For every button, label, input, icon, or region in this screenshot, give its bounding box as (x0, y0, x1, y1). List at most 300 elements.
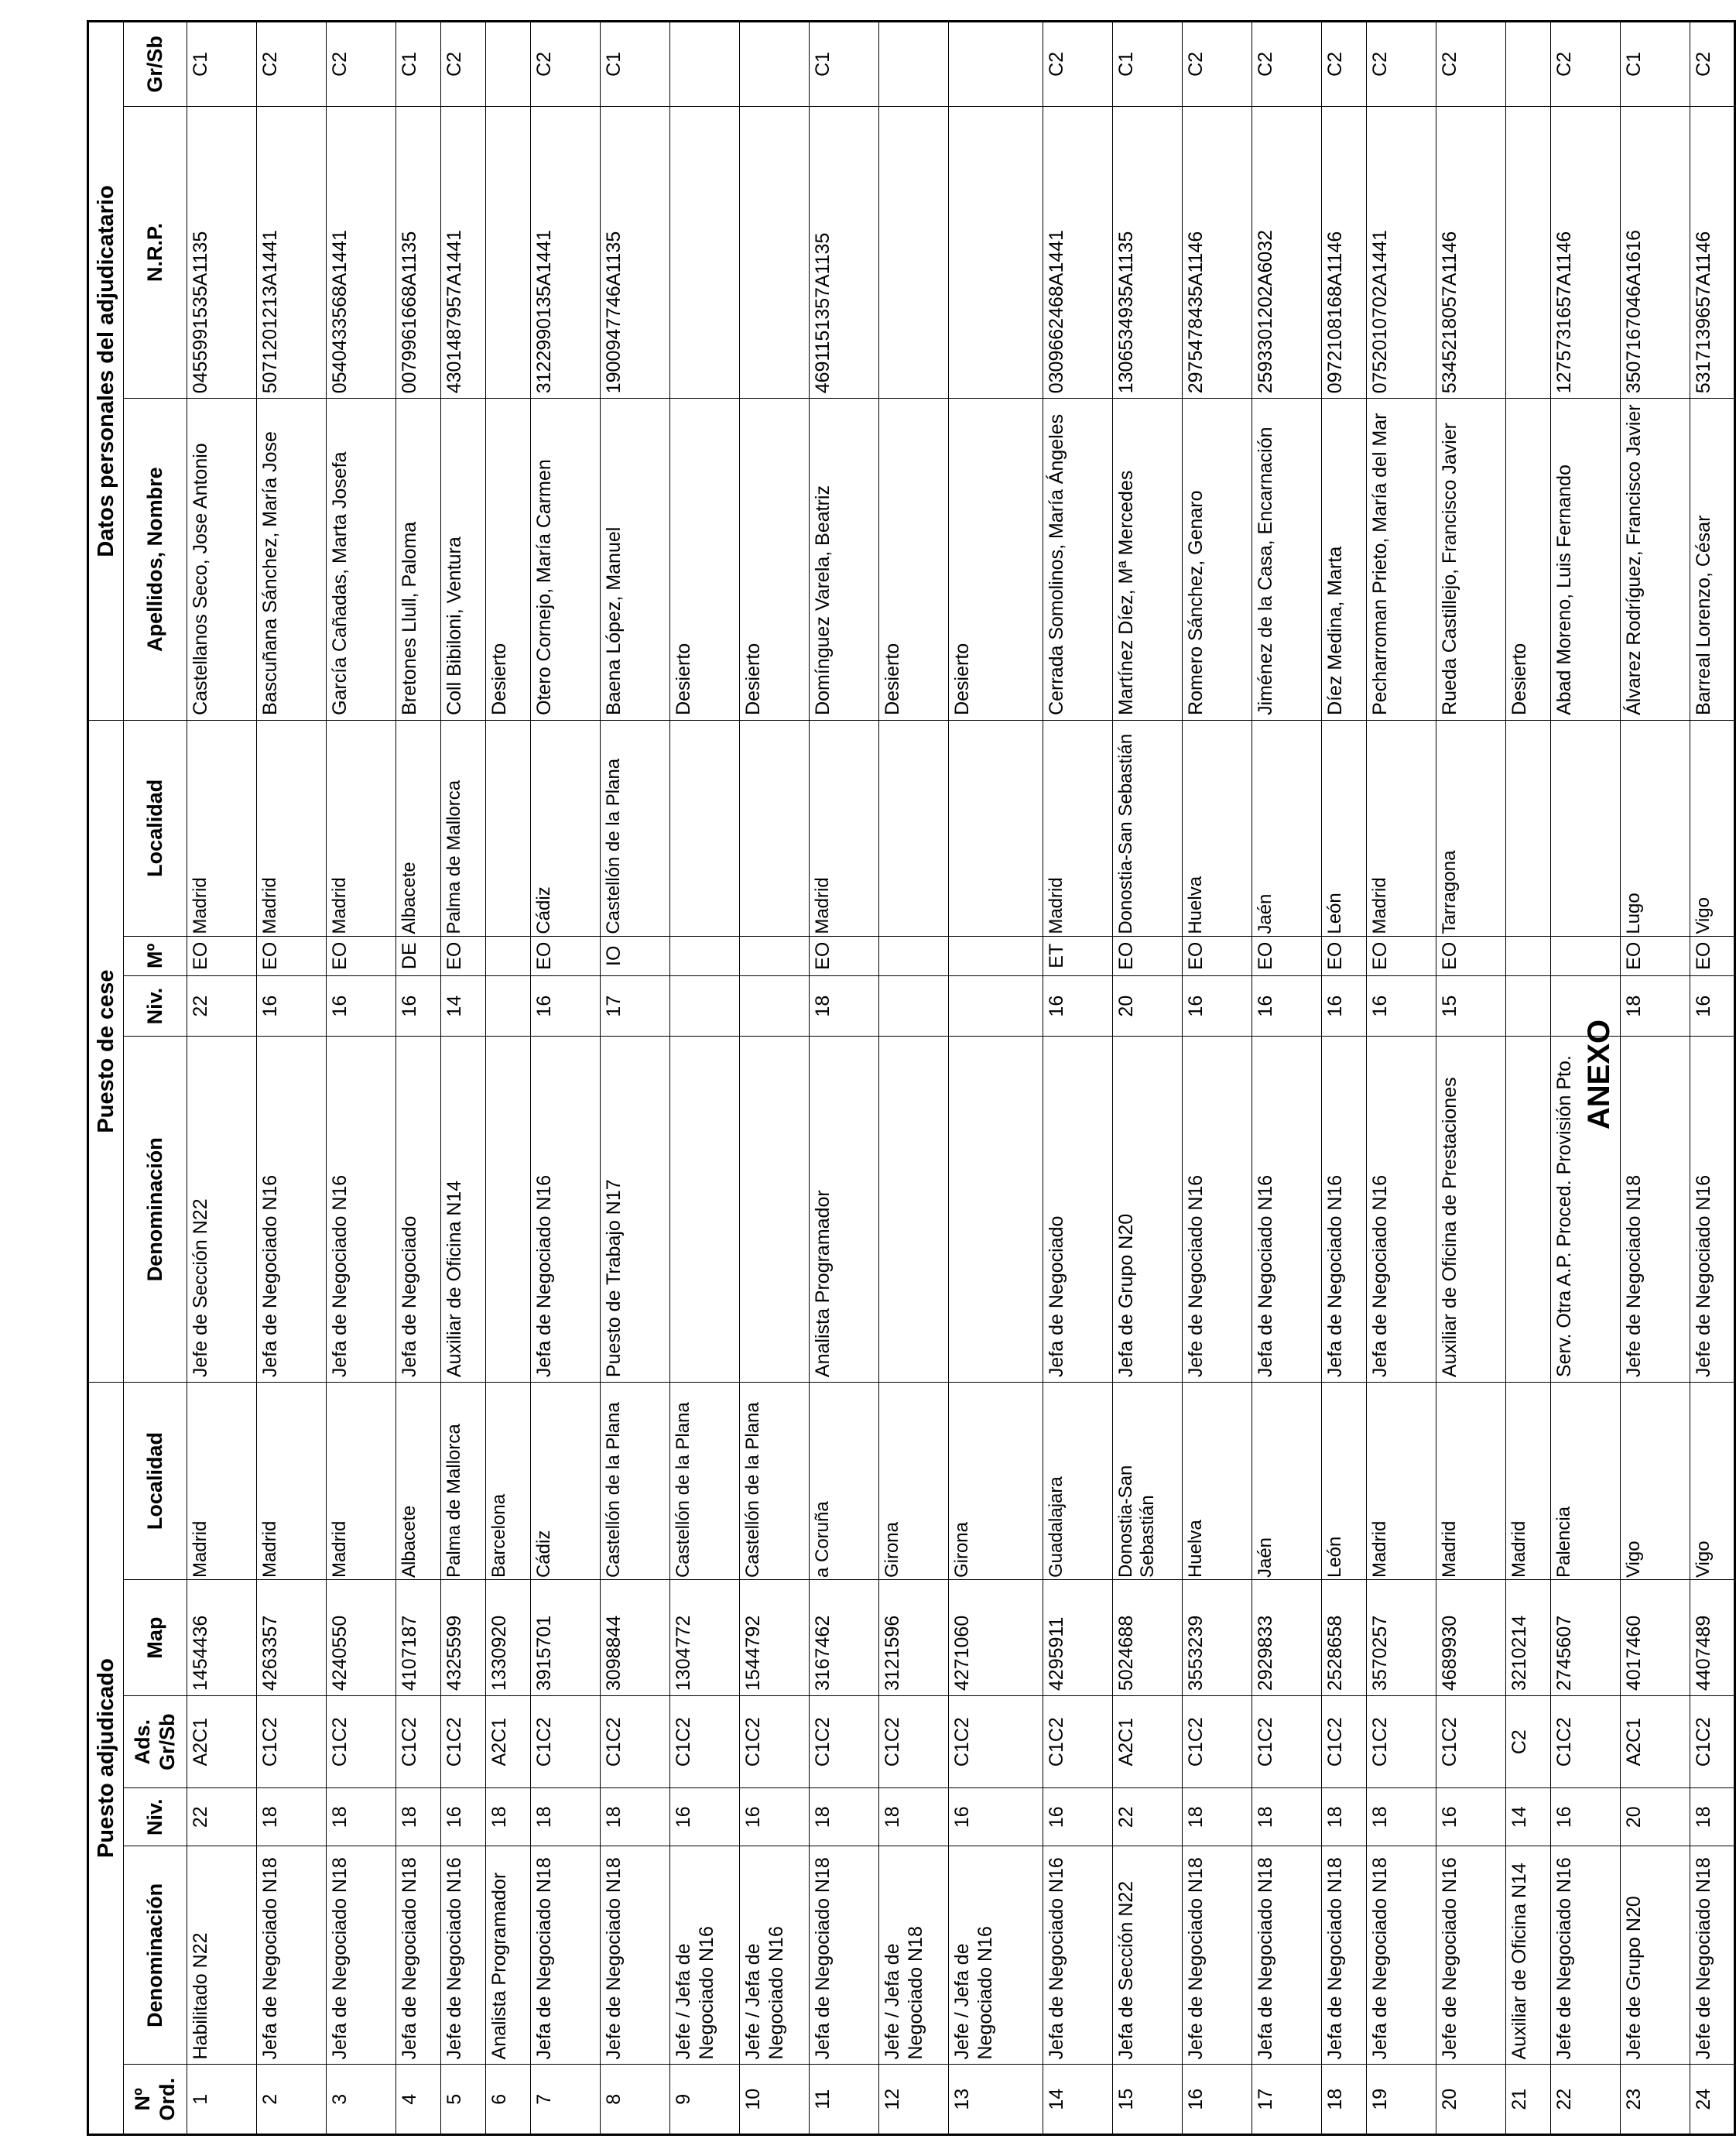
cell-map: 5024688 (1113, 1580, 1183, 1696)
cell-cese-denominacion: Auxiliar de Oficina de Prestaciones (1436, 1037, 1506, 1383)
cell-orden: 23 (1621, 2065, 1690, 2135)
cell-grsb: C2 (1183, 22, 1252, 107)
cell-cese-denominacion: Jefe de Negociado N16 (1183, 1037, 1252, 1383)
cell-cese-m: EO (257, 936, 327, 975)
table-row (327, 22, 396, 2135)
cell-niv: 16 (1043, 1788, 1113, 1846)
cell-cese-denominacion: Jefa de Grupo N20 (1113, 1037, 1183, 1383)
cell-denominacion: Jefe / Jefa de Negociado N16 (670, 1846, 740, 2065)
cell-cese-localidad: Madrid (1043, 720, 1113, 936)
cell-cese-niv (740, 975, 810, 1037)
cell-grsb: C1 (396, 22, 441, 107)
cell-denominacion: Jefe de Negociado N16 (1436, 1846, 1506, 2065)
cell-denominacion: Auxiliar de Oficina N14 (1506, 1846, 1551, 2065)
table-row (1183, 22, 1252, 2135)
cell-niv: 18 (396, 1788, 441, 1846)
cell-nrp: 0455991535A1135 (187, 106, 257, 399)
cell-ads: A2C1 (187, 1696, 257, 1788)
cell-apellidos-nombre: Barreal Lorenzo, César (1690, 399, 1735, 721)
cell-cese-m: EO (1183, 936, 1252, 975)
cell-ads: C1C2 (257, 1696, 327, 1788)
cell-orden: 8 (601, 2065, 670, 2135)
col-cese-niv: Niv. (124, 975, 187, 1037)
cell-denominacion: Jefa de Negociado N18 (1252, 1846, 1322, 2065)
cell-ads: C1C2 (949, 1696, 1043, 1788)
col-grsb: Gr/Sb (124, 22, 187, 107)
cell-niv: 18 (601, 1788, 670, 1846)
cell-cese-m: EO (1322, 936, 1367, 975)
cell-nrp: 5071201213A1441 (257, 106, 327, 399)
cell-grsb: C1 (187, 22, 257, 107)
cell-nrp: 1275731657A1146 (1551, 106, 1621, 399)
cell-niv: 16 (949, 1788, 1043, 1846)
cell-cese-niv: 15 (1436, 975, 1506, 1037)
cell-cese-m: EO (1690, 936, 1735, 975)
cell-cese-niv: 14 (441, 975, 486, 1037)
cell-cese-niv: 16 (1367, 975, 1436, 1037)
table-row (1367, 22, 1436, 2135)
anexo-table (87, 20, 1736, 2136)
cell-orden: 13 (949, 2065, 1043, 2135)
cell-niv: 18 (257, 1788, 327, 1846)
cell-ads: A2C1 (1621, 1696, 1690, 1788)
group-datos-personales: Datos personales del adjudicatario (88, 22, 124, 721)
cell-orden: 14 (1043, 2065, 1113, 2135)
cell-ads: C1C2 (1367, 1696, 1436, 1788)
col-cese-m: Mº (124, 936, 187, 975)
cell-cese-localidad (879, 720, 949, 936)
cell-grsb: C2 (1436, 22, 1506, 107)
cell-denominacion: Jefe / Jefa de Negociado N16 (949, 1846, 1043, 2065)
cell-map: 2745607 (1551, 1580, 1621, 1696)
cell-localidad: Girona (949, 1383, 1043, 1580)
cell-grsb: C2 (1690, 22, 1735, 107)
cell-orden: 2 (257, 2065, 327, 2135)
cell-denominacion: Jefa de Negociado N18 (1367, 1846, 1436, 2065)
cell-cese-denominacion: Analista Programador (810, 1037, 879, 1383)
cell-cese-m: EO (1436, 936, 1506, 975)
cell-cese-m (949, 936, 1043, 975)
cell-grsb: C1 (601, 22, 670, 107)
cell-denominacion: Jefa de Negociado N18 (327, 1846, 396, 2065)
cell-denominacion: Analista Programador (486, 1846, 531, 2065)
cell-orden: 15 (1113, 2065, 1183, 2135)
cell-map: 3915701 (531, 1580, 601, 1696)
cell-cese-niv: 16 (257, 975, 327, 1037)
cell-ads: C1C2 (1183, 1696, 1252, 1788)
cell-cese-localidad (1506, 720, 1551, 936)
cell-orden: 11 (810, 2065, 879, 2135)
cell-cese-localidad (670, 720, 740, 936)
cell-orden: 7 (531, 2065, 601, 2135)
cell-cese-localidad: Vigo (1690, 720, 1735, 936)
cell-localidad: Madrid (257, 1383, 327, 1580)
cell-cese-localidad (486, 720, 531, 936)
cell-map: 3121596 (879, 1580, 949, 1696)
cell-denominacion: Jefe de Negociado N16 (441, 1846, 486, 2065)
cell-cese-denominacion: Puesto de Trabajo N17 (601, 1037, 670, 1383)
cell-localidad: Castellón de la Plana (670, 1383, 740, 1580)
cell-cese-denominacion: Jefa de Negociado N16 (257, 1037, 327, 1383)
cell-apellidos-nombre: Cerrada Somolinos, María Ángeles (1043, 399, 1113, 721)
cell-cese-niv: 16 (1690, 975, 1735, 1037)
cell-cese-denominacion: Jefa de Negociado (396, 1037, 441, 1383)
table-row (531, 22, 601, 2135)
cell-grsb (670, 22, 740, 107)
cell-denominacion: Jefa de Sección N22 (1113, 1846, 1183, 2065)
cell-cese-niv (949, 975, 1043, 1037)
cell-localidad: Donostia-San Sebastián (1113, 1383, 1183, 1580)
cell-cese-denominacion: Serv. Otra A.P. Proced. Provisión Pto. (1551, 1037, 1621, 1383)
header-group-row (88, 22, 124, 2135)
cell-map: 1304772 (670, 1580, 740, 1696)
cell-orden: 22 (1551, 2065, 1621, 2135)
table-row (486, 22, 531, 2135)
col-denominacion: Denominación (124, 1846, 187, 2065)
cell-apellidos-nombre: Castellanos Seco, Jose Antonio (187, 399, 257, 721)
cell-map: 1544792 (740, 1580, 810, 1696)
cell-apellidos-nombre: Jiménez de la Casa, Encarnación (1252, 399, 1322, 721)
table-row (257, 22, 327, 2135)
cell-ads: C1C2 (1690, 1696, 1735, 1788)
cell-ads: C1C2 (1551, 1696, 1621, 1788)
cell-denominacion: Jefa de Negociado N18 (257, 1846, 327, 2065)
cell-ads: C1C2 (1252, 1696, 1322, 1788)
cell-cese-niv: 16 (531, 975, 601, 1037)
table-row (1113, 22, 1183, 2135)
cell-cese-denominacion: Jefe de Sección N22 (187, 1037, 257, 1383)
cell-cese-denominacion: Jefa de Negociado (1043, 1037, 1113, 1383)
cell-apellidos-nombre: Desierto (740, 399, 810, 721)
col-ads-label: Ads. Gr/Sb (130, 1713, 179, 1770)
cell-cese-m (1506, 936, 1551, 975)
table-row (1506, 22, 1551, 2135)
table-row (187, 22, 257, 2135)
cell-orden: 18 (1322, 2065, 1367, 2135)
cell-cese-m (879, 936, 949, 975)
cell-nrp: 0972108168A1146 (1322, 106, 1367, 399)
cell-cese-niv: 16 (1252, 975, 1322, 1037)
col-map: Map (124, 1580, 187, 1696)
cell-orden: 9 (670, 2065, 740, 2135)
cell-orden: 20 (1436, 2065, 1506, 2135)
col-ads (124, 1696, 187, 1788)
cell-cese-m: EO (1113, 936, 1183, 975)
cell-cese-niv: 16 (1043, 975, 1113, 1037)
cell-cese-m (670, 936, 740, 975)
cell-localidad: Castellón de la Plana (740, 1383, 810, 1580)
cell-niv: 22 (187, 1788, 257, 1846)
cell-nrp: 4301487957A1441 (441, 106, 486, 399)
cell-cese-denominacion: Jefa de Negociado N16 (1322, 1037, 1367, 1383)
cell-nrp: 3122990135A1441 (531, 106, 601, 399)
cell-niv: 18 (327, 1788, 396, 1846)
cell-ads: C1C2 (441, 1696, 486, 1788)
cell-cese-niv: 17 (601, 975, 670, 1037)
cell-ads: C1C2 (327, 1696, 396, 1788)
cell-cese-denominacion: Auxiliar de Oficina N14 (441, 1037, 486, 1383)
col-cese-denominacion: Denominación (124, 1037, 187, 1383)
cell-niv: 16 (670, 1788, 740, 1846)
cell-cese-localidad (1551, 720, 1621, 936)
cell-nrp: 1900947746A1135 (601, 106, 670, 399)
cell-niv: 14 (1506, 1788, 1551, 1846)
cell-cese-localidad: Huelva (1183, 720, 1252, 936)
cell-ads: C1C2 (531, 1696, 601, 1788)
cell-orden: 17 (1252, 2065, 1322, 2135)
col-niv: Niv. (124, 1788, 187, 1846)
cell-localidad: Albacete (396, 1383, 441, 1580)
cell-localidad: Vigo (1690, 1383, 1735, 1580)
cell-apellidos-nombre: Martínez Díez, Mª Mercedes (1113, 399, 1183, 721)
cell-cese-localidad: Albacete (396, 720, 441, 936)
cell-cese-m: EO (441, 936, 486, 975)
cell-apellidos-nombre: Álvarez Rodríguez, Francisco Javier (1621, 399, 1690, 721)
cell-orden: 1 (187, 2065, 257, 2135)
cell-apellidos-nombre: Desierto (486, 399, 531, 721)
page-title: ANEXO (1582, 1019, 1616, 1130)
cell-nrp: 3507167046A1616 (1621, 106, 1690, 399)
cell-denominacion: Jefe de Negociado N18 (1183, 1846, 1252, 2065)
cell-denominacion: Jefe de Grupo N20 (1621, 1846, 1690, 2065)
cell-ads: A2C1 (1113, 1696, 1183, 1788)
cell-map: 1454436 (187, 1580, 257, 1696)
cell-localidad: Madrid (187, 1383, 257, 1580)
table-row (879, 22, 949, 2135)
cell-ads: A2C1 (486, 1696, 531, 1788)
cell-grsb: C1 (1113, 22, 1183, 107)
cell-cese-localidad: Madrid (810, 720, 879, 936)
cell-niv: 18 (1690, 1788, 1735, 1846)
cell-apellidos-nombre: Desierto (879, 399, 949, 721)
cell-cese-localidad: León (1322, 720, 1367, 936)
table-row (1551, 22, 1621, 2135)
table-row (1322, 22, 1367, 2135)
cell-map: 3570257 (1367, 1580, 1436, 1696)
cell-ads: C1C2 (740, 1696, 810, 1788)
table-row (1621, 22, 1690, 2135)
cell-nrp: 2975478435A1146 (1183, 106, 1252, 399)
cell-map: 4107187 (396, 1580, 441, 1696)
cell-ads: C1C2 (601, 1696, 670, 1788)
cell-niv: 18 (1183, 1788, 1252, 1846)
cell-niv: 18 (1252, 1788, 1322, 1846)
cell-map: 3167462 (810, 1580, 879, 1696)
cell-apellidos-nombre: García Cañadas, Marta Josefa (327, 399, 396, 721)
cell-cese-denominacion: Jefa de Negociado N16 (1367, 1037, 1436, 1383)
cell-cese-m: IO (601, 936, 670, 975)
header-column-row (124, 22, 187, 2135)
cell-localidad: León (1322, 1383, 1367, 1580)
cell-localidad: Guadalajara (1043, 1383, 1113, 1580)
cell-cese-localidad: Cádiz (531, 720, 601, 936)
cell-cese-m: DE (396, 936, 441, 975)
cell-cese-denominacion (949, 1037, 1043, 1383)
cell-cese-localidad: Madrid (187, 720, 257, 936)
cell-grsb (740, 22, 810, 107)
cell-nrp: 1306534935A1135 (1113, 106, 1183, 399)
cell-nrp (1506, 106, 1551, 399)
cell-apellidos-nombre: Pecharroman Prieto, María del Mar (1367, 399, 1436, 721)
cell-denominacion: Jefe / Jefa de Negociado N18 (879, 1846, 949, 2065)
cell-cese-localidad: Donostia-San Sebastián (1113, 720, 1183, 936)
cell-cese-localidad: Lugo (1621, 720, 1690, 936)
cell-cese-niv (486, 975, 531, 1037)
cell-cese-denominacion (1506, 1037, 1551, 1383)
cell-denominacion: Jefe de Negociado N16 (1551, 1846, 1621, 2065)
cell-localidad: Palma de Mallorca (441, 1383, 486, 1580)
cell-map: 2929833 (1252, 1580, 1322, 1696)
cell-denominacion: Jefe / Jefa de Negociado N16 (740, 1846, 810, 2065)
cell-cese-niv (670, 975, 740, 1037)
cell-ads: C1C2 (1322, 1696, 1367, 1788)
cell-nrp: 2593301202A6032 (1252, 106, 1322, 399)
cell-map: 4295911 (1043, 1580, 1113, 1696)
cell-niv: 18 (486, 1788, 531, 1846)
cell-denominacion: Jefa de Negociado N18 (396, 1846, 441, 2065)
cell-localidad: Castellón de la Plana (601, 1383, 670, 1580)
cell-grsb: C1 (1621, 22, 1690, 107)
cell-niv: 18 (1367, 1788, 1436, 1846)
cell-cese-localidad: Madrid (257, 720, 327, 936)
cell-apellidos-nombre: Rueda Castillejo, Francisco Javier (1436, 399, 1506, 721)
cell-apellidos-nombre: Bascuñana Sánchez, María Jose (257, 399, 327, 721)
cell-apellidos-nombre: Desierto (670, 399, 740, 721)
cell-apellidos-nombre: Bretones Llull, Paloma (396, 399, 441, 721)
cell-grsb: C2 (1322, 22, 1367, 107)
cell-denominacion: Jefa de Negociado N18 (1322, 1846, 1367, 2065)
cell-cese-localidad: Madrid (1367, 720, 1436, 936)
cell-cese-m (740, 936, 810, 975)
cell-nrp: 5317139657A1146 (1690, 106, 1735, 399)
group-puesto-adjudicado: Puesto adjudicado (88, 1383, 124, 2135)
cell-niv: 16 (1436, 1788, 1506, 1846)
table-row (601, 22, 670, 2135)
cell-map: 1330920 (486, 1580, 531, 1696)
cell-localidad: Jaén (1252, 1383, 1322, 1580)
group-puesto-cese: Puesto de cese (88, 720, 124, 1382)
cell-cese-denominacion: Jefe de Negociado N16 (1690, 1037, 1735, 1383)
cell-cese-niv: 16 (327, 975, 396, 1037)
cell-grsb: C1 (810, 22, 879, 107)
cell-apellidos-nombre: Desierto (949, 399, 1043, 721)
cell-ads: C1C2 (1436, 1696, 1506, 1788)
table-header (88, 22, 187, 2135)
cell-cese-niv: 16 (1322, 975, 1367, 1037)
cell-nrp: 5345218057A1146 (1436, 106, 1506, 399)
cell-nrp: 0540433568A1441 (327, 106, 396, 399)
cell-ads: C1C2 (396, 1696, 441, 1788)
table-row (441, 22, 486, 2135)
cell-cese-niv: 16 (396, 975, 441, 1037)
table-row (396, 22, 441, 2135)
cell-cese-denominacion: Jefa de Negociado N16 (531, 1037, 601, 1383)
cell-ads: C2 (1506, 1696, 1551, 1788)
cell-cese-m: EO (327, 936, 396, 975)
cell-grsb: C2 (441, 22, 486, 107)
cell-apellidos-nombre: Otero Cornejo, María Carmen (531, 399, 601, 721)
cell-map: 4263357 (257, 1580, 327, 1696)
cell-map: 3098844 (601, 1580, 670, 1696)
cell-denominacion: Jefe de Negociado N18 (1690, 1846, 1735, 2065)
cell-localidad: Girona (879, 1383, 949, 1580)
table-row (1043, 22, 1113, 2135)
cell-localidad: Cádiz (531, 1383, 601, 1580)
cell-grsb: C2 (1551, 22, 1621, 107)
cell-localidad: Palencia (1551, 1383, 1621, 1580)
cell-denominacion: Jefa de Negociado N16 (1043, 1846, 1113, 2065)
cell-grsb: C2 (531, 22, 601, 107)
cell-localidad: Huelva (1183, 1383, 1252, 1580)
cell-localidad: Barcelona (486, 1383, 531, 1580)
cell-cese-m: EO (1367, 936, 1436, 975)
cell-cese-denominacion (740, 1037, 810, 1383)
cell-cese-m (1551, 936, 1621, 975)
table-row (810, 22, 879, 2135)
col-orden (124, 2065, 187, 2135)
cell-map: 4240550 (327, 1580, 396, 1696)
cell-cese-m: EO (1621, 936, 1690, 975)
cell-cese-m: EO (531, 936, 601, 975)
cell-cese-denominacion: Jefa de Negociado N16 (327, 1037, 396, 1383)
cell-map: 2528658 (1322, 1580, 1367, 1696)
cell-map: 3210214 (1506, 1580, 1551, 1696)
cell-cese-denominacion: Jefa de Negociado N16 (1252, 1037, 1322, 1383)
cell-grsb: C2 (1252, 22, 1322, 107)
table-body (187, 22, 1735, 2135)
col-nrp: N.R.P. (124, 106, 187, 399)
cell-denominacion: Jefa de Negociado N18 (531, 1846, 601, 2065)
cell-localidad: Vigo (1621, 1383, 1690, 1580)
cell-cese-niv (1506, 975, 1551, 1037)
cell-orden: 24 (1690, 2065, 1735, 2135)
cell-orden: 4 (396, 2065, 441, 2135)
cell-denominacion: Jefe de Negociado N18 (601, 1846, 670, 2065)
cell-grsb: C2 (1043, 22, 1113, 107)
cell-cese-localidad: Madrid (327, 720, 396, 936)
cell-cese-localidad (949, 720, 1043, 936)
cell-cese-denominacion (879, 1037, 949, 1383)
cell-apellidos-nombre: Coll Bibiloni, Ventura (441, 399, 486, 721)
table-row (949, 22, 1043, 2135)
cell-apellidos-nombre: Baena López, Manuel (601, 399, 670, 721)
cell-cese-localidad: Castellón de la Plana (601, 720, 670, 936)
col-localidad: Localidad (124, 1383, 187, 1580)
cell-grsb (879, 22, 949, 107)
table-row (1252, 22, 1322, 2135)
table-row (670, 22, 740, 2135)
cell-cese-m: EO (810, 936, 879, 975)
cell-cese-m: EO (1252, 936, 1322, 975)
cell-orden: 21 (1506, 2065, 1551, 2135)
cell-niv: 16 (1551, 1788, 1621, 1846)
cell-localidad: Madrid (327, 1383, 396, 1580)
cell-cese-localidad: Palma de Mallorca (441, 720, 486, 936)
cell-niv: 16 (740, 1788, 810, 1846)
cell-map: 4407489 (1690, 1580, 1735, 1696)
cell-apellidos-nombre: Desierto (1506, 399, 1551, 721)
table-row (1690, 22, 1735, 2135)
cell-map: 4271060 (949, 1580, 1043, 1696)
cell-orden: 6 (486, 2065, 531, 2135)
cell-grsb: C2 (1367, 22, 1436, 107)
cell-nrp (486, 106, 531, 399)
cell-nrp (949, 106, 1043, 399)
cell-apellidos-nombre: Domínguez Varela, Beatriz (810, 399, 879, 721)
cell-map: 4325599 (441, 1580, 486, 1696)
cell-localidad: Madrid (1367, 1383, 1436, 1580)
cell-cese-niv (1551, 975, 1621, 1037)
